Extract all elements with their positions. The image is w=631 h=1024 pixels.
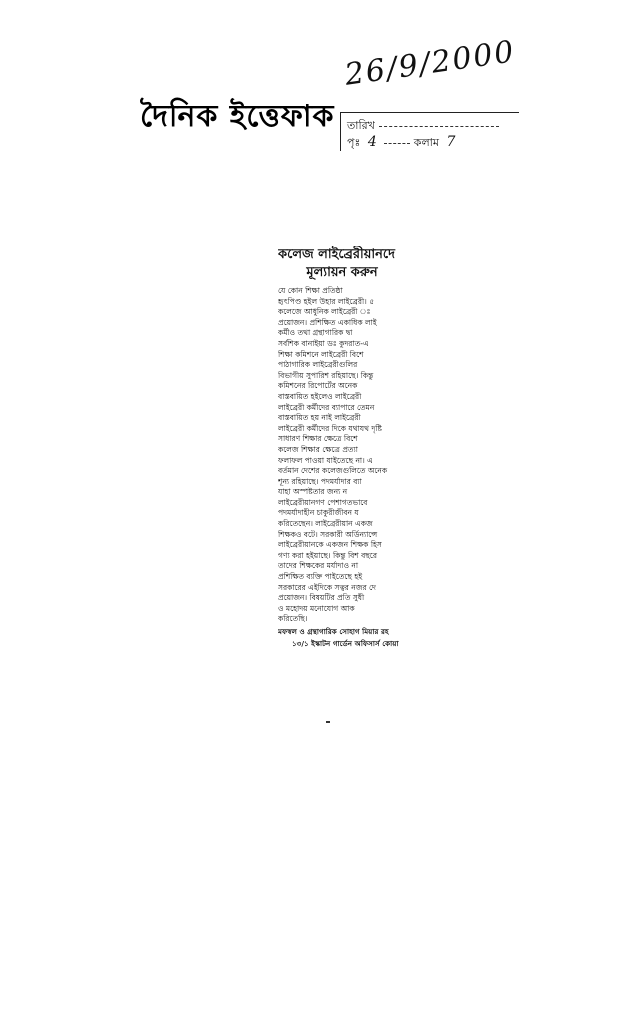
article-headline-line1: কলেজ লাইব্রেরীয়ানদে (278, 247, 395, 262)
article-body-line: লাইব্রেরীয়ানকে একজন শিক্ষক হিস (278, 540, 382, 550)
article-body-line: বিভাগীয় সুপারিশ রহিয়াছে। কিন্তু (278, 370, 374, 380)
stamp-page-row (347, 134, 459, 153)
article-body-line: ফলাফল পাওয়া যাইতেছে না। এ (278, 455, 373, 465)
article-body-line: লাইব্রেরীয়ানগণ পেশাগতভাবে (278, 497, 368, 507)
article-body-line: প্রয়োজন। বিষয়টির প্রতি সুধী (278, 593, 365, 603)
article-body-line: প্রয়োজন। প্রশিক্ষিত একাধিক লাই (278, 317, 377, 327)
article-body-line: বর্তমান দেশের কলেজগুলিতে অনেক (278, 466, 388, 476)
article-body-line: কলেজে আধুনিক লাইব্রেরী ঃ (278, 307, 371, 317)
article-credit-line1: মফস্বল ও গ্রন্থাগারিক সোহাগ মিয়ার রহ (278, 627, 389, 636)
article-body-line: কলেজ শিক্ষার ক্ষেত্রে প্রত্যা (278, 444, 358, 454)
stamp-column-label: কলাম (413, 136, 439, 149)
article-body-line: সরকারের এইদিকে সত্বর নজর দে (278, 582, 376, 592)
newspaper-clipping (278, 246, 400, 649)
article-body-line: করিতেছি। (278, 614, 308, 624)
article-body-line: লাইব্রেরী কর্মীদের দিকে যথাযথ দৃষ্টি (278, 423, 382, 433)
article-credit-line2: ১৩/১ ইস্কাটন গার্ডেন অফিসার্স কোয়া (292, 639, 399, 648)
article-body-line: শূন্য রহিয়াছে। পদমর্যাদার ব্যা (278, 476, 362, 486)
article-body-line: পাঠাগারিক লাইব্রেরীগুলির (278, 360, 358, 370)
article-body (278, 286, 400, 625)
stamp-page-value: 4 (367, 134, 377, 150)
article-body-line: সর্বশিক বানাইয়া ডঃ কুদরাত-এ (278, 338, 369, 348)
article-body-line: সাধারণ শিক্ষার ক্ষেত্রে বিশে (278, 434, 358, 444)
article-body-line: গণ্য করা হইয়াছে। কিন্তু বিশ বছরে (278, 550, 377, 560)
print-speck (326, 721, 330, 723)
article-body-line: বাস্তবায়িত হইলেও লাইব্রেরী (278, 391, 362, 401)
article-body-line: তাদের শিক্ষকের মর্যাদাও না (278, 561, 359, 571)
stamp-date-blank (379, 126, 499, 127)
article-body-line: যে কোন শিক্ষা প্রতিষ্ঠা (278, 286, 343, 295)
article-body-line: লাইব্রেরী কর্মীদের ব্যাপারে তেমন (278, 402, 375, 412)
article-body-line: পদমর্যাদাহীন চাকুরীজীবন য (278, 508, 359, 518)
article-body-line: শিক্ষকও বটে। সরকারী অর্ডিন্যান্সে (278, 529, 378, 539)
article-body-line: যাহা অস্পষ্টতার জন্য ন (278, 487, 348, 497)
stamp-divider (384, 143, 410, 144)
article-body-line: শিক্ষা কমিশনে লাইব্রেরী বিশে (278, 349, 364, 359)
article-body-line: করিতেছেন। লাইব্রেরীয়ান একজ (278, 519, 373, 529)
article-body-line: প্রশিক্ষিত ব্যক্তি পাইতেছে হই (278, 572, 363, 582)
article-body-line: কর্মীও তথা গ্রন্থাগারিক দ্বা (278, 328, 353, 338)
article-body-line: কমিশনের রিপোর্টের অনেক (278, 381, 358, 391)
clipping-stamp (340, 112, 519, 151)
stamp-date-label: তারিখ (347, 119, 375, 132)
stamp-page-label: পৃঃ (347, 136, 361, 149)
article-body-line: হৃৎপিণ্ড হইল উহার লাইব্রেরী। ৫ (278, 296, 375, 306)
article-body-line: বাস্তবায়িত হয় নাই লাইব্রেরী (278, 413, 361, 423)
article-headline-line2: মূল্যায়ন করুন (306, 265, 378, 280)
newspaper-masthead: দৈনিক ইত্তেফাক (140, 99, 335, 134)
handwritten-date: 26/9/2000 (342, 34, 518, 93)
stamp-column-value: 7 (446, 134, 456, 150)
article-body-line: ও মহোদয় মনোযোগ আক (278, 603, 355, 613)
